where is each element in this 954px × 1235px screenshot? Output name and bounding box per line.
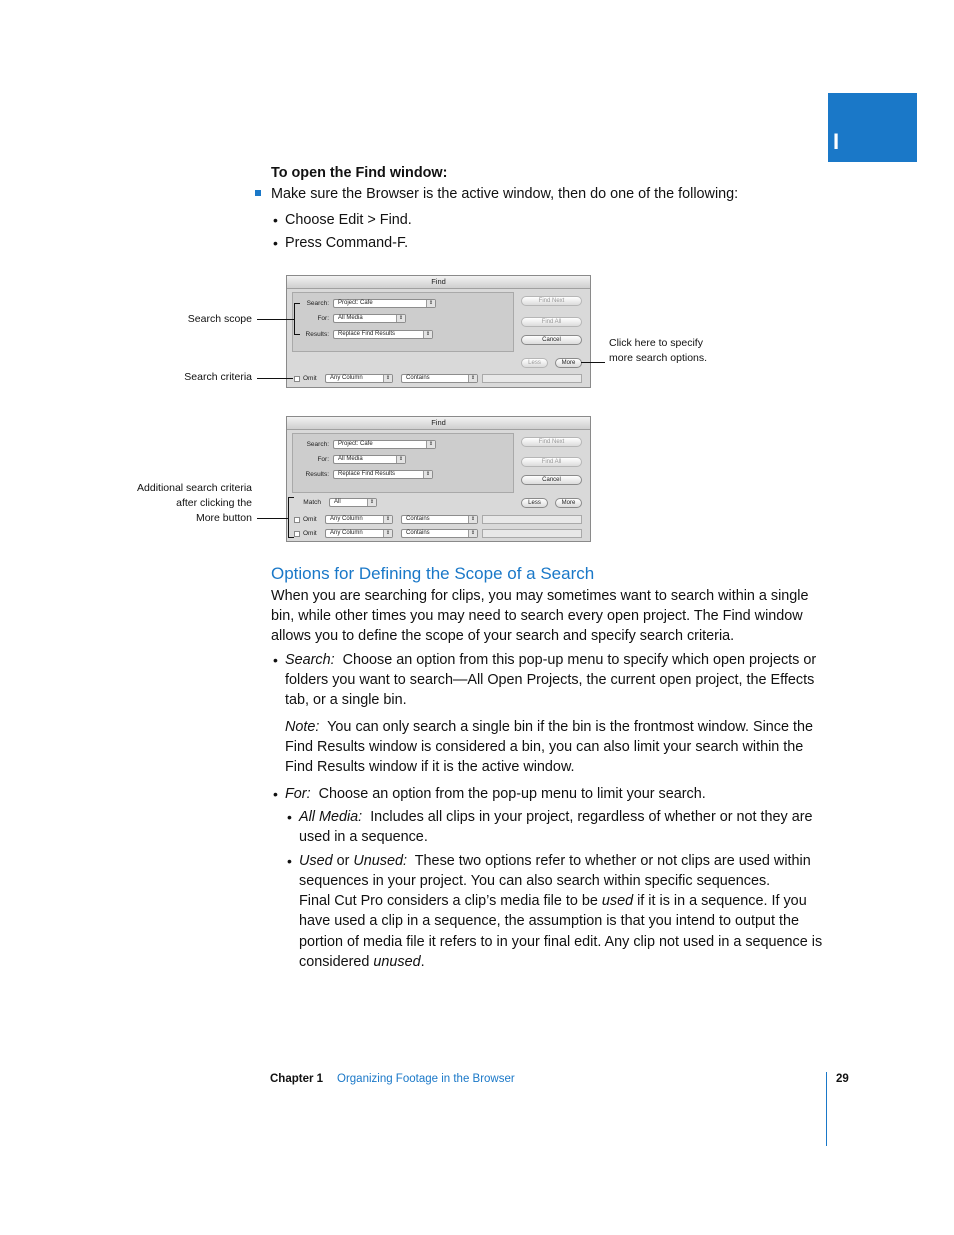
omit-label: Omit — [303, 516, 317, 523]
for-label: For: — [317, 456, 329, 463]
intro-line: allows you to define the scope of your search and specify search criteria. — [271, 628, 735, 644]
page-number: 29 — [836, 1073, 849, 1085]
search-item-line: tab, or a single bin. — [285, 692, 407, 708]
bullet-icon: • — [273, 212, 278, 228]
search-item-line: Search: Choose an option from this pop-up menu to specify which open projects or — [285, 652, 817, 668]
used-line: Used or Unused: These two options refer to whether or not clips are used within — [299, 853, 811, 869]
find-window-figure — [286, 275, 591, 388]
find-next-button[interactable]: Find Next — [521, 437, 582, 447]
popup-arrows-icon: ⇕ — [426, 300, 435, 307]
search-popup[interactable]: Project: Cafe ⇕ — [333, 440, 436, 449]
find-all-button[interactable]: Find All — [521, 317, 582, 327]
column-popup[interactable]: Any Column ⇕ — [325, 374, 393, 383]
popup-arrows-icon: ⇕ — [468, 375, 477, 382]
search-item-line: folders you want to search—All Open Projects, the current open project, the Effects — [285, 672, 815, 688]
callout-more-options-2: more search options. — [609, 352, 708, 364]
search-popup[interactable]: Project: Cafe ⇕ — [333, 299, 436, 308]
less-button[interactable]: Less — [521, 498, 548, 508]
popup-arrows-icon: ⇕ — [423, 331, 432, 338]
sub-step-1: Choose Edit > Find. — [285, 212, 412, 228]
callout-more-options-1: Click here to specify — [609, 337, 703, 349]
popup-arrows-icon: ⇕ — [468, 530, 477, 537]
criteria-text-field[interactable] — [482, 529, 582, 538]
for-label: For: — [317, 315, 329, 322]
less-button[interactable]: Less — [521, 358, 548, 368]
bullet-icon: • — [287, 853, 292, 869]
for-popup[interactable]: All Media ⇕ — [333, 314, 406, 323]
criteria-text-field[interactable] — [482, 515, 582, 524]
omit-checkbox[interactable] — [294, 517, 300, 523]
column-popup[interactable]: Any Column ⇕ — [325, 529, 393, 538]
footer-chapter-label: Chapter 1 — [270, 1073, 324, 1085]
window-titlebar — [287, 417, 590, 430]
condition-popup[interactable]: Contains ⇕ — [401, 529, 478, 538]
note-line: Note: You can only search a single bin if the bin is the frontmost window. Since the — [285, 719, 813, 735]
used-line: sequences in your project. You can also search within specific sequences. — [299, 873, 771, 889]
more-button[interactable]: More — [555, 358, 582, 368]
callout-bracket — [288, 497, 289, 538]
search-label: Search: — [306, 300, 329, 307]
for-item: For: Choose an option from the pop-up menu to limit your search. — [285, 786, 706, 802]
callout-line — [257, 378, 293, 379]
callout-bracket-top — [294, 303, 300, 304]
popup-arrows-icon: ⇕ — [426, 441, 435, 448]
window-titlebar — [287, 276, 590, 289]
bullet-icon: • — [273, 235, 278, 251]
results-popup[interactable]: Replace Find Results ⇕ — [333, 470, 433, 479]
intro-line: bin, while other times you may need to search every open project. The Find window — [271, 608, 803, 624]
sub-step-2: Press Command-F. — [285, 235, 409, 251]
for-popup[interactable]: All Media ⇕ — [333, 455, 406, 464]
all-media-line: All Media: Includes all clips in your project, regardless of whether or not they are — [299, 809, 813, 825]
popup-arrows-icon: ⇕ — [423, 471, 432, 478]
callout-additional-3: More button — [195, 512, 252, 524]
footer-chapter-title: Organizing Footage in the Browser — [337, 1073, 515, 1085]
match-label: Match — [303, 499, 321, 506]
callout-bracket — [294, 303, 295, 335]
used-para-line: Final Cut Pro considers a clip’s media file to be used if it is in a sequence. If you — [299, 893, 807, 909]
callout-bracket-bottom — [294, 334, 300, 335]
bullet-icon: • — [273, 786, 278, 802]
popup-arrows-icon: ⇕ — [383, 516, 392, 523]
used-para-line: portion of media file it refers to in your final edit. Any clip not used in a sequence is — [299, 934, 823, 950]
callout-line — [257, 518, 288, 519]
omit-checkbox[interactable] — [294, 376, 300, 382]
match-popup[interactable]: All ⇕ — [329, 498, 377, 507]
section-heading: Options for Defining the Scope of a Search — [271, 564, 595, 583]
find-window-expanded-figure — [286, 416, 591, 542]
callout-line — [257, 319, 294, 320]
omit-checkbox[interactable] — [294, 531, 300, 537]
used-para-line: have used a clip in a sequence, the assumption is that you intend to output the — [299, 913, 800, 929]
results-label: Results: — [305, 471, 329, 478]
condition-popup[interactable]: Contains ⇕ — [401, 374, 478, 383]
square-bullet-icon — [255, 190, 261, 196]
callout-line — [581, 362, 605, 363]
footer-rule — [826, 1072, 827, 1146]
omit-label: Omit — [303, 375, 317, 382]
cancel-button[interactable]: Cancel — [521, 335, 582, 345]
results-label: Results: — [305, 331, 329, 338]
chapter-tab-number: I — [833, 129, 840, 154]
cancel-button[interactable]: Cancel — [521, 475, 582, 485]
criteria-text-field[interactable] — [482, 374, 582, 383]
bullet-icon: • — [287, 809, 292, 825]
chapter-tab — [828, 93, 917, 162]
callout-additional-1: Additional search criteria — [137, 482, 252, 494]
window-title: Find — [431, 277, 446, 286]
find-next-button[interactable]: Find Next — [521, 296, 582, 306]
popup-arrows-icon: ⇕ — [468, 516, 477, 523]
popup-arrows-icon: ⇕ — [367, 499, 376, 506]
all-media-line: used in a sequence. — [299, 829, 428, 845]
note-line: Find Results window is considered a bin, you can also limit your search within the — [285, 739, 804, 755]
more-button[interactable]: More — [555, 498, 582, 508]
callout-bracket-top — [288, 497, 294, 498]
find-all-button[interactable]: Find All — [521, 457, 582, 467]
results-popup[interactable]: Replace Find Results ⇕ — [333, 330, 433, 339]
callout-additional-2: after clicking the — [176, 497, 252, 509]
condition-popup[interactable]: Contains ⇕ — [401, 515, 478, 524]
procedure-heading: To open the Find window: — [271, 165, 448, 181]
used-para-line: considered unused. — [299, 954, 425, 970]
popup-arrows-icon: ⇕ — [383, 375, 392, 382]
column-popup[interactable]: Any Column ⇕ — [325, 515, 393, 524]
popup-arrows-icon: ⇕ — [383, 530, 392, 537]
callout-search-criteria: Search criteria — [184, 371, 252, 383]
search-label: Search: — [306, 441, 329, 448]
omit-label: Omit — [303, 530, 317, 537]
callout-search-scope: Search scope — [187, 313, 252, 325]
note-line: Find Results window if it is the active window. — [285, 759, 575, 775]
window-title: Find — [431, 418, 446, 427]
popup-arrows-icon: ⇕ — [396, 315, 405, 322]
step-1: Make sure the Browser is the active window, then do one of the following: — [271, 186, 739, 202]
bullet-icon: • — [273, 652, 278, 668]
popup-arrows-icon: ⇕ — [396, 456, 405, 463]
callout-bracket-bottom — [288, 537, 294, 538]
intro-line: When you are searching for clips, you may sometimes want to search within a single — [271, 588, 809, 604]
